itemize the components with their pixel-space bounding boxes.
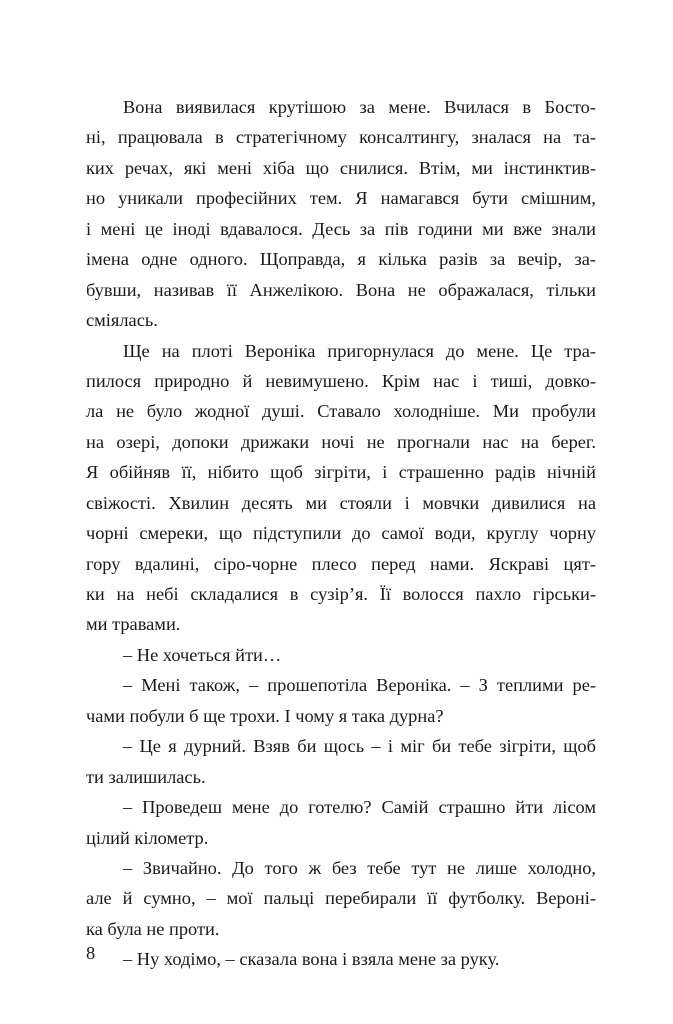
text-line: ти залишилась. (86, 766, 206, 787)
text-line: – Проведеш мене до готелю? Самій страшно йти лісом (123, 797, 596, 818)
text-line: – Не хочеться йти… (123, 644, 282, 665)
text-line: – Це я дурний. Взяв би щось – і міг би тебе зігріти, щоб (123, 736, 596, 757)
text-line: пилося природно й невимушено. Крім нас і тиші, довко- (86, 370, 596, 391)
text-line: і мені це іноді вдавалося. Десь за пів години ми вже знали (86, 218, 596, 239)
text-line: цілий кілометр. (86, 827, 209, 848)
text-line: – Ну ходімо, – сказала вона і взяла мене за руку. (123, 949, 500, 970)
text-line: ні, працювала в стратегічному консалтингу, зналася на та- (86, 127, 596, 148)
text-line: Ще на плоті Вероніка пригорнулася до мене. Це тра- (123, 340, 596, 361)
text-line: чорні смереки, що підступили до самої води, круглу чорну (86, 523, 596, 544)
text-line: Вона виявилася крутішою за мене. Вчилася в Босто- (123, 97, 596, 117)
body-text (86, 92, 596, 975)
text-line: чами побули б ще трохи. І чому я така дурна? (86, 705, 444, 726)
text-line: гору вдалині, сіро-чорне плесо перед нами. Яскраві цят- (86, 553, 596, 574)
text-line: на озері, допоки дрижаки ночі не прогнали нас на берег. (86, 431, 596, 452)
text-line: ки на небі складалися в сузір’я. Її волосся пахло гірськи- (86, 584, 596, 604)
text-line: сміялась. (86, 310, 158, 331)
text-line: но уникали професійних тем. Я намагався бути смішним, (86, 188, 596, 209)
text-line: свіжості. Хвилин десять ми стояли і мовчки дивилися на (86, 492, 596, 513)
text-line: ка була не проти. (86, 918, 220, 939)
text-line: ких речах, які мені хіба що снилися. Втім, ми інстинктив- (86, 157, 596, 178)
text-line: ми травами. (86, 614, 181, 635)
text-line: – Звичайно. До того ж без тебе тут не лише холодно, (123, 857, 596, 878)
text-line: Я обійняв її, нібито щоб зігріти, і страшенно радів нічній (86, 462, 596, 483)
text-line: імена одне одного. Щоправда, я кілька разів за вечір, за- (86, 249, 596, 270)
text-line: бувши, називав її Анжелікою. Вона не ображалася, тільки (86, 279, 596, 300)
page-number: 8 (86, 943, 96, 963)
text-line: – Мені також, – прошепотіла Вероніка. – З теплими ре- (123, 675, 596, 696)
text-line: ла не було жодної душі. Ставало холодніше. Ми пробули (86, 401, 596, 422)
text-line: але й сумно, – мої пальці перебирали її футболку. Верoні- (86, 888, 596, 909)
